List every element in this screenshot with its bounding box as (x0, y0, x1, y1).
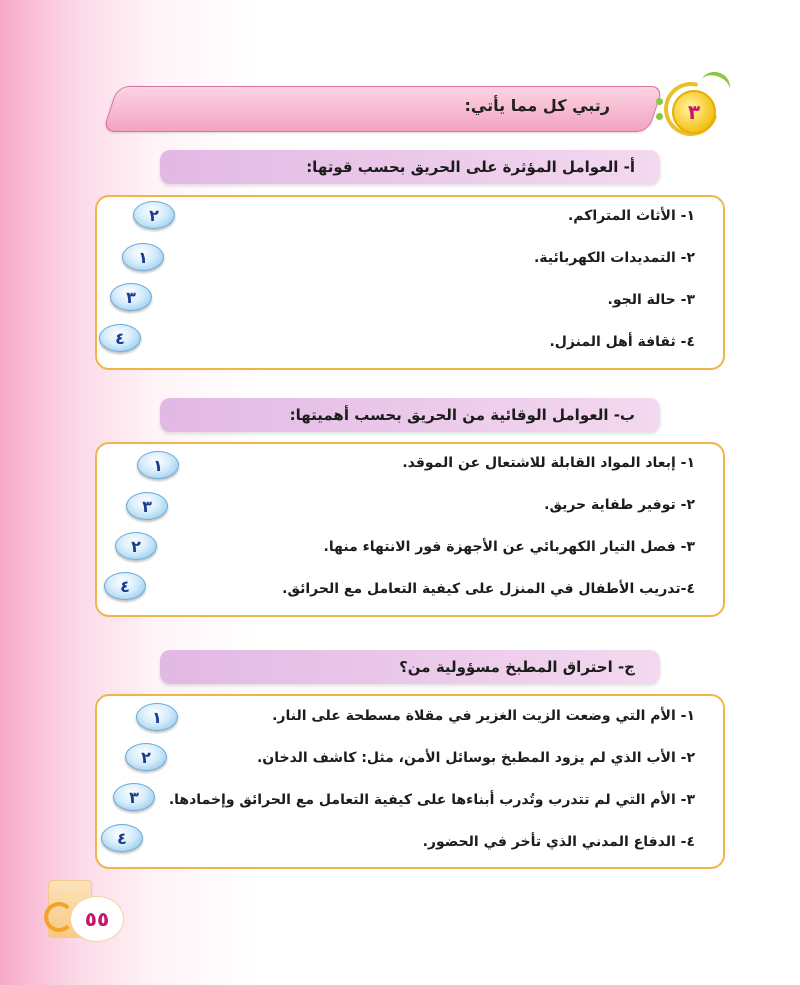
rank-badge: ٤ (101, 824, 143, 852)
section-a-item-2: ٢- التمديدات الكهربائية. (533, 250, 695, 266)
rank-badge: ١ (137, 451, 179, 479)
section-c-item-2: ٢- الأب الذي لم يزود المطبخ بوسائل الأمن، مثل: كاشف الدخان. (256, 750, 695, 766)
section-b-item-3: ٣- فصل التيار الكهربائي عن الأجهزة فور الانتهاء منها. (323, 539, 695, 555)
question-number: ٣ (672, 90, 716, 134)
section-a-title: أ- العوامل المؤثرة على الحريق بحسب قوتها: (306, 158, 635, 176)
rank-badge: ١ (136, 703, 178, 731)
rank-badge: ٤ (104, 572, 146, 600)
rank-badge: ٣ (110, 283, 152, 311)
section-a-item-4: ٤- ثقافة أهل المنزل. (549, 334, 695, 350)
rank-badge: ٢ (133, 201, 175, 229)
instruction-text: رتبي كل مما يأتي: (464, 96, 610, 115)
section-c-item-4: ٤- الدفاع المدني الذي تأخر في الحضور. (422, 834, 695, 850)
rank-badge: ٢ (125, 743, 167, 771)
colon-dots-icon (656, 98, 664, 128)
rank-badge: ٤ (99, 324, 141, 352)
rank-badge: ٢ (115, 532, 157, 560)
section-c-item-1: ١- الأم التي وضعت الزيت الغزير في مقلاة مسطحة على النار. (272, 708, 695, 724)
section-b-item-1: ١- إبعاد المواد القابلة للاشتعال عن الموقد. (402, 455, 695, 471)
section-c-title: ج- احتراق المطبخ مسؤولية من؟ (399, 658, 635, 676)
section-a-item-1: ١- الأثاث المتراكم. (567, 208, 695, 224)
section-a-item-3: ٣- حالة الجو. (607, 292, 695, 308)
rank-badge: ١ (122, 243, 164, 271)
section-c-item-3: ٣- الأم التي لم تتدرب وتُدرب أبناءها على كيفية التعامل مع الحرائق وإخمادها. (168, 792, 695, 808)
rank-badge: ٣ (126, 492, 168, 520)
section-b-item-4: ٤-تدريب الأطفال في المنزل على كيفية التعامل مع الحرائق. (282, 581, 695, 597)
rank-badge: ٣ (113, 783, 155, 811)
page-number: ٥٥ (70, 896, 124, 942)
section-b-title: ب- العوامل الوقائية من الحريق بحسب أهميتها: (289, 406, 635, 424)
section-b-item-2: ٢- توفير طفاية حريق. (544, 497, 695, 513)
